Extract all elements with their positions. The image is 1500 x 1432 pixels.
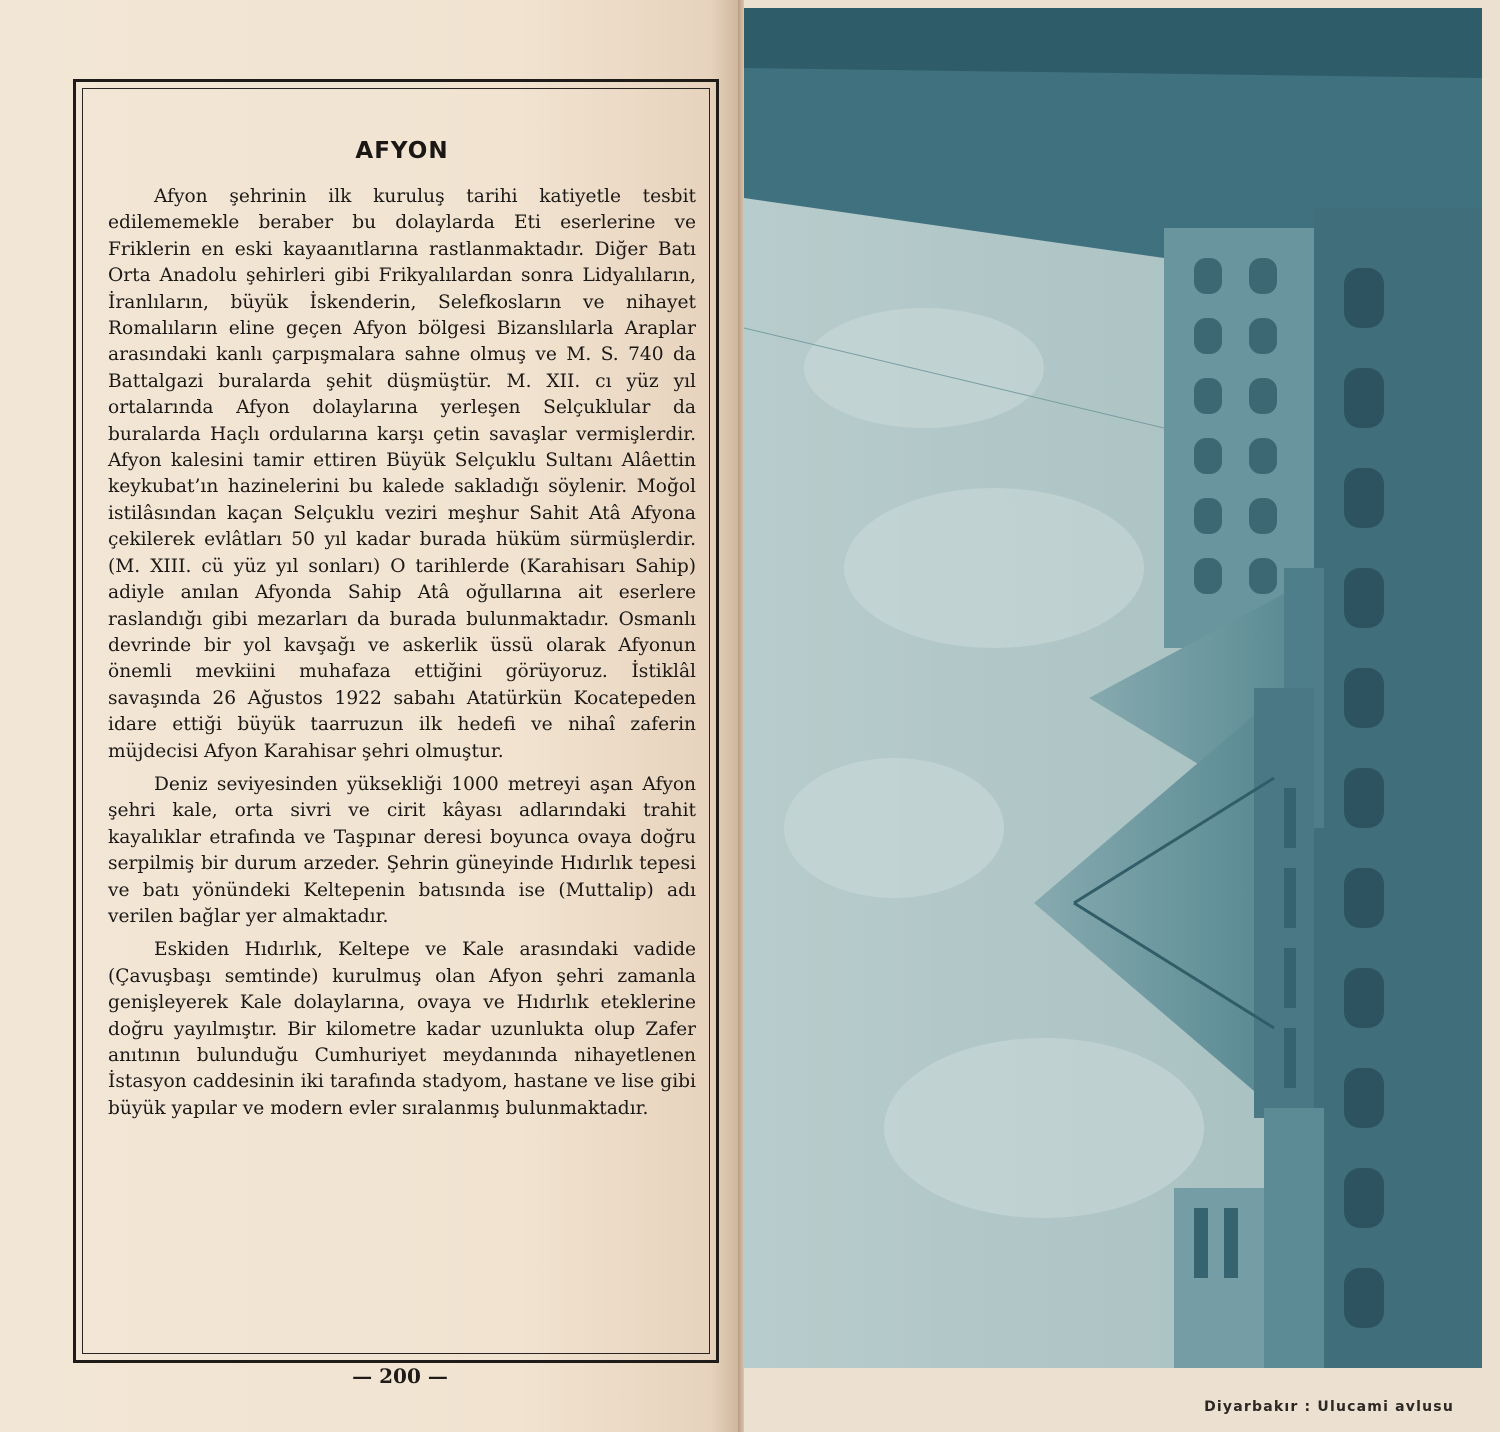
photo-caption: Diyarbakır : Ulucami avlusu bbox=[1204, 1399, 1454, 1415]
photo-illustration bbox=[744, 8, 1482, 1368]
article bbox=[108, 138, 696, 1129]
paragraph-history: Afyon şehrinin ilk kuruluş tarihi katiyetle tesbit edilememekle beraber bu dolaylarda Eti eserlerine ve Friklerin en eski kayaanıtlarına rastlanmaktadır. Diğer Batı Orta Anadolu şehirleri gibi Frikyalılardan sonra Lidyalıların, İranlıların, büyük İskenderin, Selefkosların ve nihayet Romalıların eline geçen Afyon bölgesi Bizanslılarla Araplar arasındaki kanlı çarpışmalara sahne olmuş ve M. S. 740 da Battalgazi buralarda şehit düşmüştür. M. XII. cı yüz yıl ortalarında Afyon dolaylarına yerleşen Selçuklular da buralarda Haçlı ordularına karşı çetin savaşlar vermişlerdir. Afyon kalesini tamir ettiren Büyük Selçuklu Sultanı Alâettin keykubat’ın hazinelerini bu kalede sakladığı söylenir. Moğol istilâsından kaçan Selçuklu veziri meşhur Sahit Atâ Afyona çekilerek evlâtları 50 yıl kadar burada hüküm sürmüşlerdir. (M. XIII. cü yüz yıl sonları) O tarihlerde (Karahisarı Sahip) adiyle anılan Afyonda Sahip Atâ oğullarına ait eserlere raslandığı gibi mezarları da burada bulunmaktadır. Osmanlı devrinde bir yol kavşağı ve askerlik üssü olarak Afyonun önemli mevkiini muhafaza ettiğini görüyoruz. İstiklâl savaşında 26 Ağustos 1922 sabahı Atatürkün Kocatepeden idare ettiği büyük taarruzun ilk hedefi ve nihaî zaferin müjdecisi Afyon Karahisar şehri olmuştur. bbox=[108, 186, 696, 762]
left-page bbox=[0, 0, 740, 1432]
paragraph-city-growth: Eskiden Hıdırlık, Keltepe ve Kale arasındaki vadide (Çavuşbaşı semtinde) kurulmuş olan Afyon şehri zamanla genişleyerek Kale dolaylarına, ovaya ve Hıdırlık eteklerine doğru yayılmıştır. Bir kilometre kadar uzunlukta olup Zafer anıtının bulunduğu Cumhuriyet meydanında nihayetlenen İstasyon caddesinin iki tarafında stadyom, hastane ve lise gibi büyük yapılar ve modern evler sıralanmış bulunmaktadır. bbox=[108, 939, 696, 1119]
paragraph-geography: Deniz seviyesinden yüksekliği 1000 metreyi aşan Afyon şehri kale, orta sivri ve cirit kâyası adlarındaki trahit kayalıklar etrafında ve Taşpınar deresi boyunca ovaya doğru serpilmiş bir durum arzeder. Şehrin güneyinde Hıdırlık tepesi ve batı yönündeki Keltepenin batısında ise (Muttalip) adı verilen bağlar yer almaktadır. bbox=[108, 773, 696, 927]
mosque-courtyard-photo bbox=[744, 8, 1482, 1368]
right-page bbox=[744, 0, 1500, 1432]
page-number: — 200 — bbox=[352, 1364, 448, 1388]
article-title: AFYON bbox=[355, 138, 449, 164]
